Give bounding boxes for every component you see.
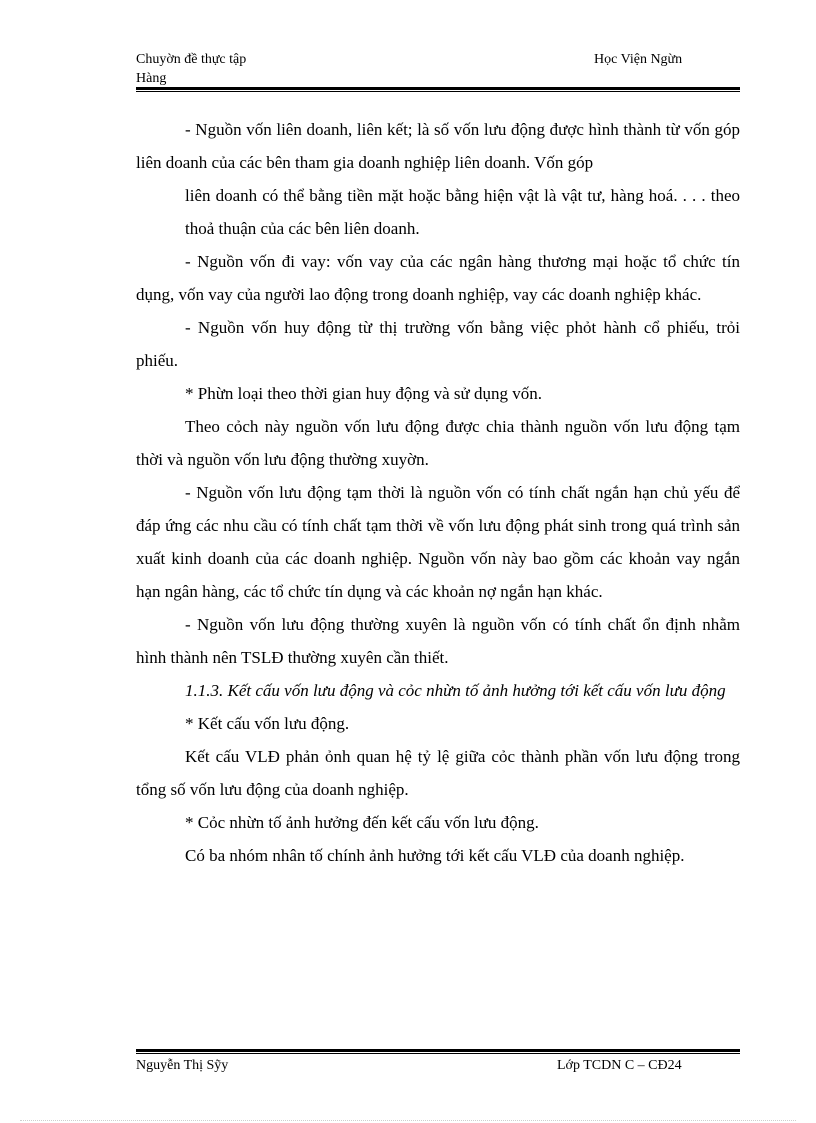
footer-rule bbox=[136, 1049, 740, 1054]
paragraph-market-capital: - Nguồn vốn huy động từ thị trường vốn bằng việc phỏt hành cổ phiếu, trỏi phiếu. bbox=[136, 318, 740, 370]
header-topic-line2: Hàng bbox=[136, 71, 167, 86]
page-body bbox=[136, 113, 740, 872]
paragraph-structure-definition: Kết cấu VLĐ phản ỏnh quan hệ tỷ lệ giữa cỏc thành phần vốn lưu động trong tổng số vốn lưu động của doanh nghiệp. bbox=[136, 747, 740, 799]
paragraph-factors-heading: * Cỏc nhừn tố ảnh hưởng đến kết cấu vốn lưu động. bbox=[185, 813, 539, 832]
paragraph-classification-by-time: * Phừn loại theo thời gian huy động và sử dụng vốn. bbox=[185, 384, 543, 403]
paragraph-borrowed-capital: - Nguồn vốn đi vay: vốn vay của các ngân hàng thương mại hoặc tổ chức tín dụng, vốn vay của người lao động trong doanh nghiệp, vay các doanh nghiệp khác. bbox=[136, 252, 740, 304]
footer-class: Lớp TCDN C – CĐ24 bbox=[557, 1058, 682, 1073]
header-topic-line1: Chuyờn đề thực tập bbox=[136, 52, 247, 67]
paragraph-three-factor-groups: Có ba nhóm nhân tố chính ảnh hưởng tới kết cấu VLĐ của doanh nghiệp. bbox=[185, 846, 685, 865]
paragraph-joint-venture-continued: liên doanh có thể bằng tiền mặt hoặc bằng hiện vật là vật tư, hàng hoá. . . . theo thoả thuận của các bên liên doanh. bbox=[185, 186, 740, 238]
paragraph-structure-heading: * Kết cấu vốn lưu động. bbox=[185, 714, 350, 733]
header-institution: Học Viện Ngừn bbox=[594, 52, 683, 67]
footer-author: Nguyễn Thị Sỹy bbox=[136, 1058, 229, 1073]
paragraph-temporary-capital: - Nguồn vốn lưu động tạm thời là nguồn vốn có tính chất ngắn hạn chủ yếu để đáp ứng các nhu cầu có tính chất tạm thời về vốn lưu động phát sinh trong quá trình sản xuất kinh doanh của các doanh nghiệp. Nguồn vốn này bao gồm các khoản vay ngắn hạn ngân hàng, các tổ chức tín dụng và các khoản nợ ngắn hạn khác. bbox=[136, 483, 740, 601]
page-bottom-dotted-border bbox=[20, 1120, 796, 1121]
section-heading-1-1-3: 1.1.3. Kết cấu vốn lưu động và cỏc nhừn tố ảnh hưởng tới kết cấu vốn lưu động bbox=[185, 681, 726, 700]
paragraph-temporary-vs-permanent: Theo cỏch này nguồn vốn lưu động được chia thành nguồn vốn lưu động tạm thời và nguồn vốn lưu động thường xuyờn. bbox=[136, 417, 740, 469]
paragraph-joint-venture-capital: - Nguồn vốn liên doanh, liên kết; là số vốn lưu động được hình thành từ vốn góp liên doanh của các bên tham gia doanh nghiệp liên doanh. Vốn góp bbox=[136, 120, 740, 172]
header-left bbox=[136, 50, 246, 88]
header-rule bbox=[136, 87, 740, 92]
paragraph-permanent-capital: - Nguồn vốn lưu động thường xuyên là nguồn vốn có tính chất ổn định nhằm hình thành nên TSLĐ thường xuyên cần thiết. bbox=[136, 615, 740, 667]
